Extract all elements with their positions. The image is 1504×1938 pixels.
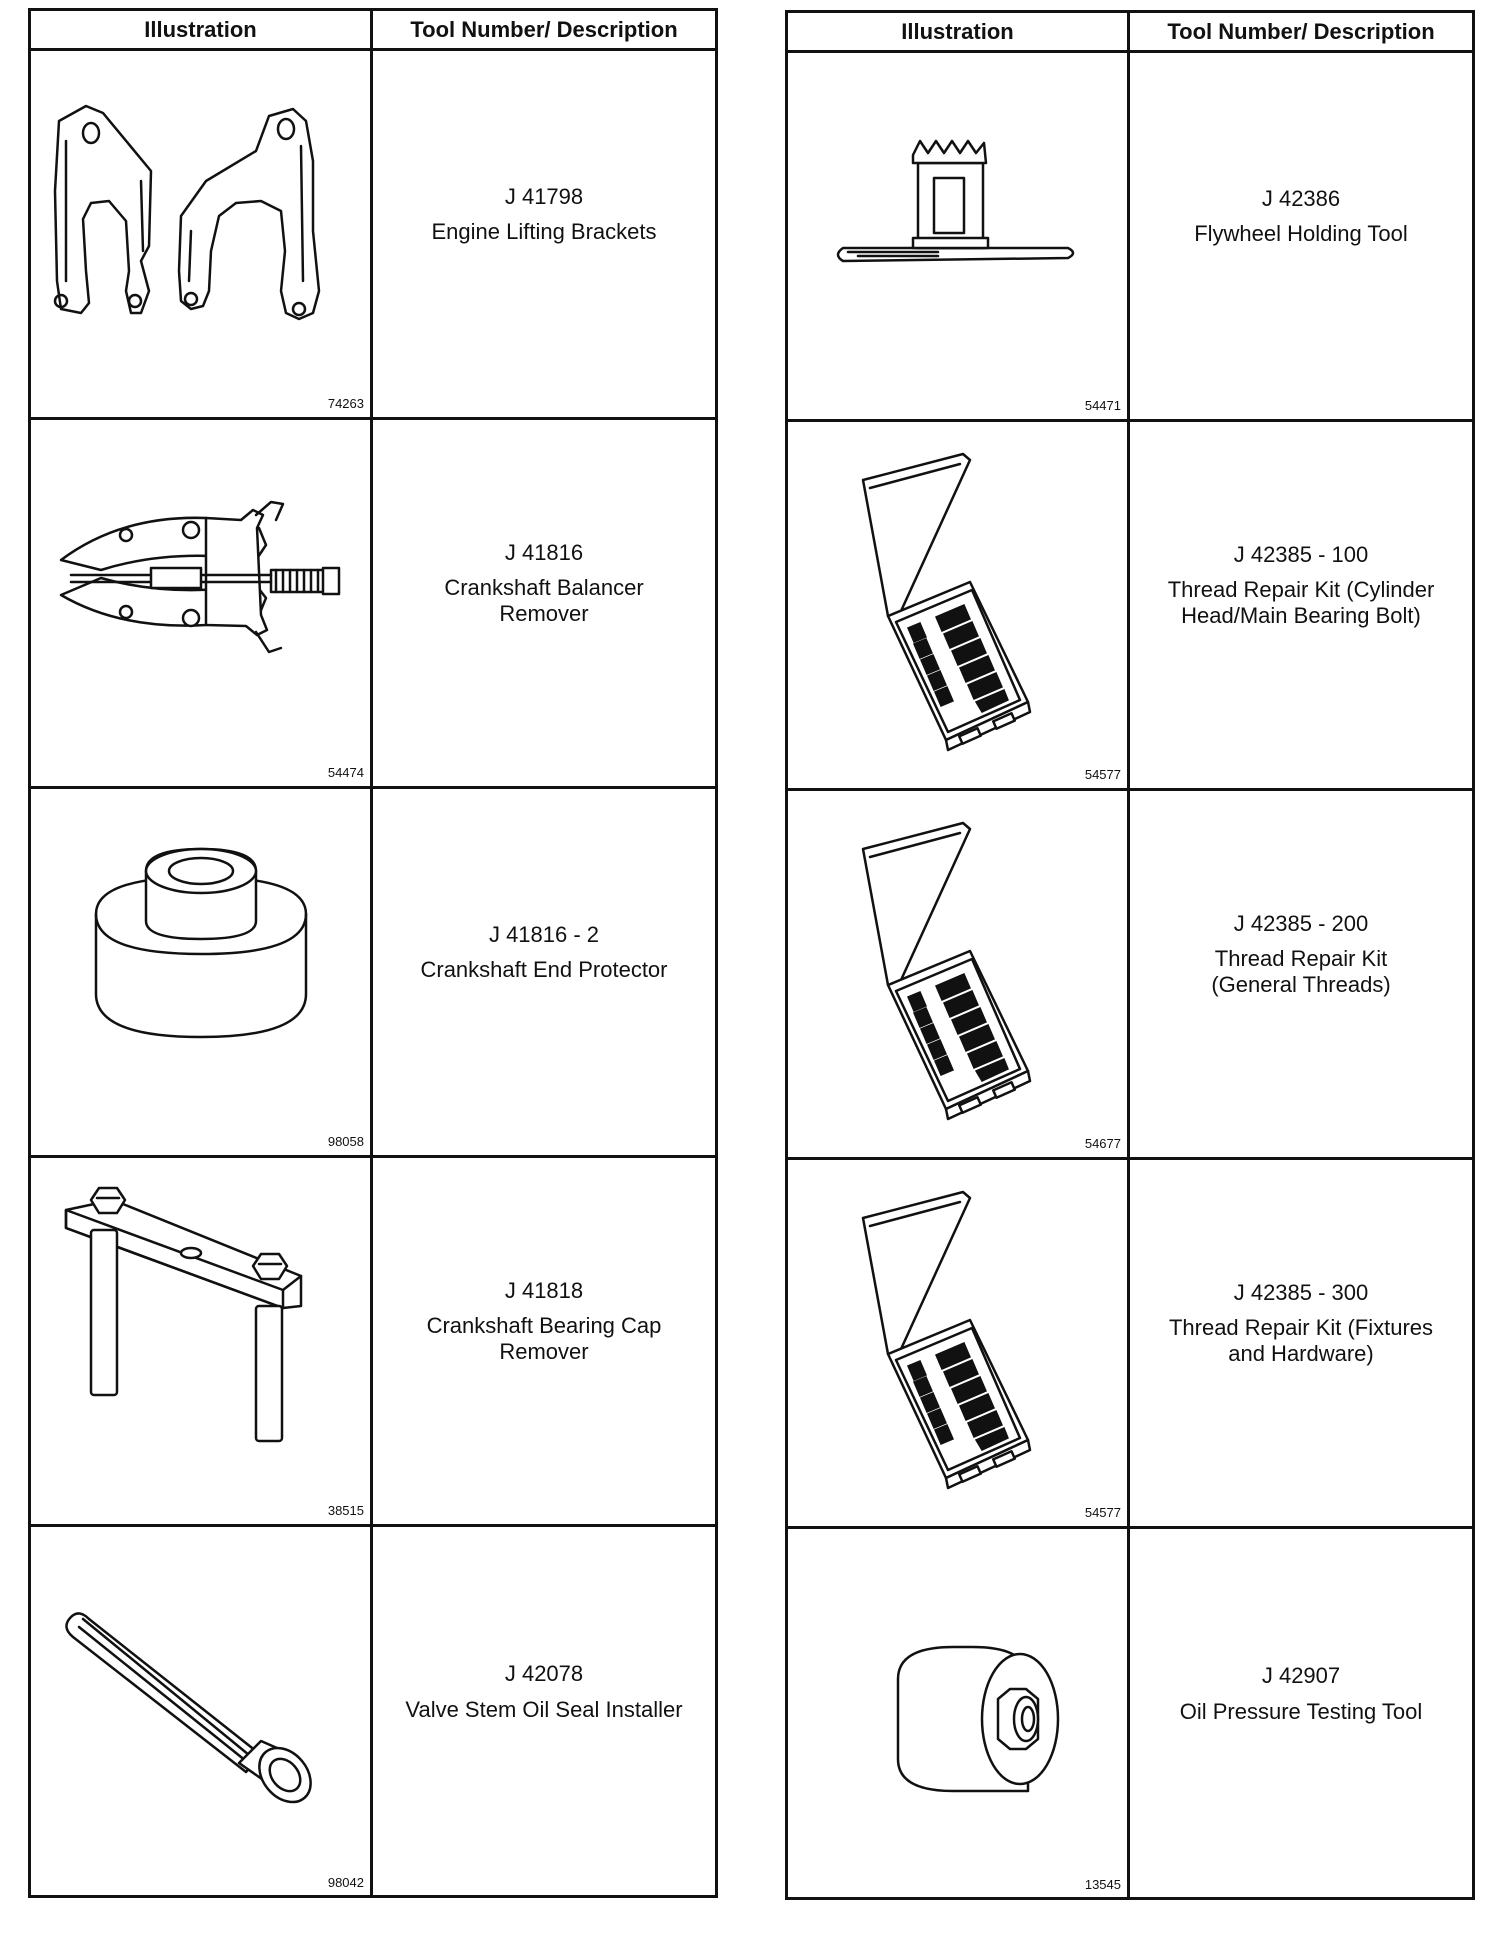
illustration-column-header: Illustration [788, 13, 1130, 50]
tool-description: Engine Lifting Brackets [431, 219, 657, 244]
thread-repair-kit-illustration [788, 422, 1127, 788]
description-cell [1130, 791, 1472, 1157]
figure-number: 74263 [327, 396, 364, 411]
illustration-cell [788, 1529, 1130, 1898]
crankshaft-balancer-remover-illustration [31, 420, 370, 786]
illustration-cell [31, 1158, 373, 1524]
description-cell [373, 1158, 715, 1524]
figure-number: 54471 [1084, 398, 1121, 413]
description-cell [373, 1527, 715, 1896]
tool-number: J 41816 - 2 [488, 921, 600, 947]
figure-number: 98042 [327, 1875, 364, 1890]
tool-number: J 42385 - 300 [1233, 1280, 1369, 1306]
figure-number: 54577 [1084, 767, 1121, 782]
thread-repair-kit-illustration [788, 791, 1127, 1157]
bearing-cap-remover-illustration [31, 1158, 370, 1524]
tool-number: J 42907 [1261, 1663, 1341, 1689]
description-cell [373, 420, 715, 786]
tool-description: Thread Repair Kit (Cylinder Head/Main Bearing Bolt) [1167, 577, 1435, 628]
illustration-cell [788, 791, 1130, 1157]
illustration-cell [31, 1527, 373, 1896]
engine-lifting-brackets-illustration [31, 51, 370, 417]
table-row [31, 789, 715, 1158]
table-row [31, 51, 715, 420]
tool-number: J 41816 [504, 540, 584, 566]
figure-number: 54677 [1084, 1136, 1121, 1151]
table-row [788, 1160, 1472, 1529]
illustration-cell [31, 789, 373, 1155]
description-column-header: Tool Number/ Description [1167, 18, 1435, 44]
description-cell [373, 789, 715, 1155]
table-row [788, 53, 1472, 422]
description-cell [373, 51, 715, 417]
figure-number: 54577 [1084, 1505, 1121, 1520]
tool-description: Oil Pressure Testing Tool [1179, 1698, 1423, 1724]
flywheel-holding-tool-illustration [788, 53, 1127, 419]
tool-description: Valve Stem Oil Seal Installer [405, 1696, 683, 1722]
tool-table-left [28, 8, 718, 1898]
tool-number: J 41798 [504, 183, 584, 209]
tool-number: J 42385 - 200 [1233, 911, 1369, 937]
table-row [788, 791, 1472, 1160]
illustration-cell [788, 1160, 1130, 1526]
tool-description: Thread Repair Kit (General Threads) [1211, 946, 1391, 997]
tool-description: Crankshaft End Protector [420, 957, 668, 982]
table-header [31, 11, 715, 51]
figure-number: 13545 [1084, 1877, 1121, 1892]
description-cell [1130, 53, 1472, 419]
description-cell [1130, 1160, 1472, 1526]
illustration-column-header: Illustration [31, 11, 373, 48]
thread-repair-kit-illustration [788, 1160, 1127, 1526]
figure-number: 38515 [327, 1503, 364, 1518]
table-row [788, 1529, 1472, 1898]
crankshaft-end-protector-illustration [31, 789, 370, 1155]
tool-table-right [785, 10, 1475, 1900]
oil-pressure-testing-tool-illustration [788, 1529, 1127, 1895]
description-column-header: Tool Number/ Description [410, 16, 678, 42]
description-cell [1130, 422, 1472, 788]
illustration-cell [31, 51, 373, 417]
tool-number: J 42385 - 100 [1233, 542, 1369, 568]
tool-number: J 41818 [504, 1278, 584, 1304]
table-row [31, 420, 715, 789]
figure-number: 98058 [327, 1134, 364, 1149]
tool-description: Flywheel Holding Tool [1194, 221, 1408, 246]
description-cell [1130, 1529, 1472, 1898]
valve-stem-seal-installer-illustration [31, 1527, 370, 1893]
tool-description: Crankshaft Bearing Cap Remover [426, 1313, 662, 1364]
table-row [31, 1527, 715, 1896]
tool-number: J 42078 [504, 1661, 584, 1687]
illustration-cell [31, 420, 373, 786]
tool-number: J 42386 [1261, 185, 1341, 211]
table-header [788, 13, 1472, 53]
illustration-cell [788, 422, 1130, 788]
table-row [788, 422, 1472, 791]
tool-description: Thread Repair Kit (Fixtures and Hardware) [1168, 1315, 1434, 1366]
tool-description: Crankshaft Balancer Remover [444, 575, 644, 626]
figure-number: 54474 [327, 765, 364, 780]
table-row [31, 1158, 715, 1527]
illustration-cell [788, 53, 1130, 419]
